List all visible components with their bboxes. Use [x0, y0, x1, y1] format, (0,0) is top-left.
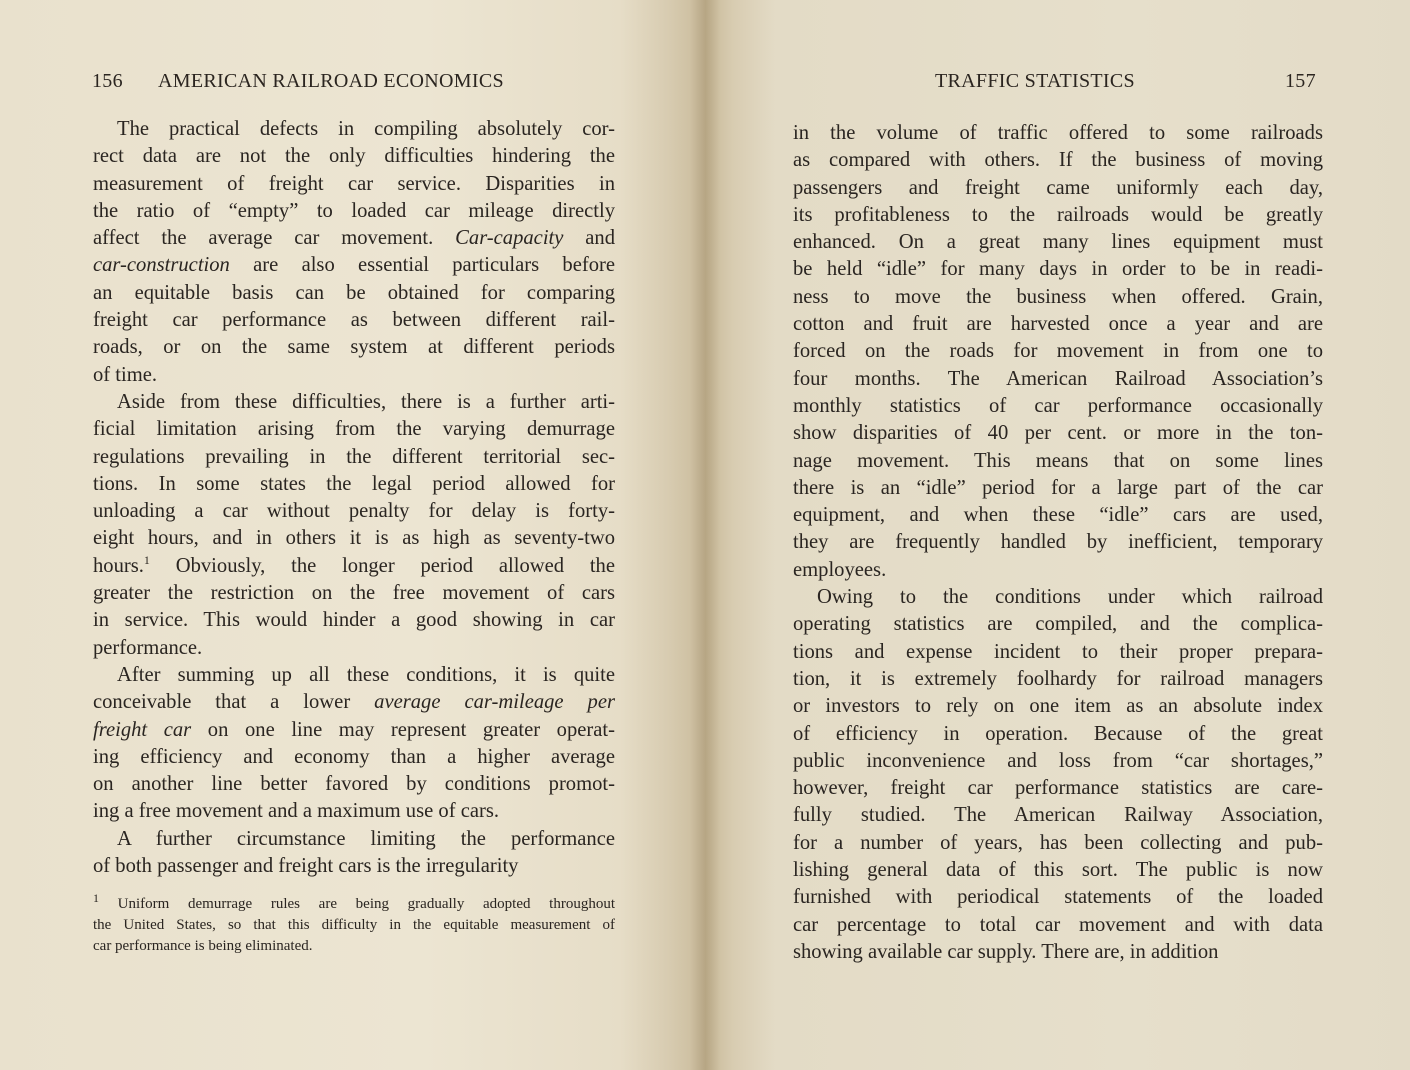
right-page — [705, 0, 1410, 1070]
left-body-text — [93, 116, 615, 880]
text-line: greater the restriction on the free movement of cars — [93, 582, 615, 605]
text-line: tions. In some states the legal period allowed for — [93, 472, 615, 495]
book-gutter — [690, 0, 720, 1070]
text-line: affect the average car movement. Car-capacity and — [93, 227, 615, 250]
text-line: car-construction are also essential particulars before — [93, 254, 615, 277]
text-line: of both passenger and freight cars is the irregularity — [93, 855, 519, 878]
text-line: measurement of freight car service. Disparities in — [93, 172, 615, 195]
text-line: performance. — [93, 636, 203, 659]
text-line: conceivable that a lower average car-mileage per — [93, 691, 615, 714]
text-line: fully studied. The American Railway Association, — [793, 804, 1323, 827]
paragraph — [93, 116, 615, 389]
text-line: employees. — [793, 558, 887, 581]
text-line: or investors to rely on one item as an absolute index — [793, 695, 1323, 718]
text-line: A further circumstance limiting the performance — [117, 827, 615, 850]
text-line: ficial limitation arising from the varying demurrage — [93, 418, 615, 441]
text-line: ing efficiency and economy than a higher average — [93, 745, 615, 768]
text-line: ing a free movement and a maximum use of cars. — [93, 800, 500, 823]
text-line: of efficiency in operation. Because of the great — [793, 722, 1323, 745]
footnote-line: car performance is being eliminated. — [93, 938, 313, 954]
text-line: roads, or on the same system at different periods — [93, 336, 615, 359]
text-line: hours.$^1$ Obviously, the longer period allowed the — [93, 552, 615, 577]
text-line: forced on the roads for movement in from one to — [793, 340, 1323, 363]
footnote — [93, 891, 615, 957]
text-line: regulations prevailing in the different territorial sec- — [93, 445, 615, 468]
text-line: however, freight car performance statistics are care- — [793, 777, 1323, 800]
text-line: of time. — [93, 363, 158, 386]
text-line: car percentage to total car movement and with data — [793, 913, 1323, 936]
text-line: rect data are not the only difficulties hindering the — [93, 145, 615, 168]
text-line: After summing up all these conditions, it is quite — [117, 663, 615, 686]
paragraph — [93, 662, 615, 826]
text-line: operating statistics are compiled, and the complica- — [793, 613, 1323, 636]
text-line: in service. This would hinder a good showing in car — [93, 609, 615, 632]
text-line: unloading a car without penalty for delay is forty- — [93, 500, 615, 523]
text-line: they are frequently handled by inefficient, temporary — [793, 531, 1323, 554]
text-line: furnished with periodical statements of the loaded — [793, 886, 1323, 909]
left-running-title: AMERICAN RAILROAD ECONOMICS — [158, 70, 504, 92]
text-line: The practical defects in compiling absolutely cor- — [117, 118, 615, 140]
text-line: tions and expense incident to their proper prepara- — [793, 640, 1323, 663]
text-line: enhanced. On a great many lines equipment must — [793, 231, 1323, 254]
text-line: cotton and fruit are harvested once a year and are — [793, 313, 1323, 336]
left-page-number: 156 — [92, 70, 123, 92]
text-line: freight car performance as between different rail- — [93, 309, 615, 332]
text-line: ness to move the business when offered. Grain, — [793, 285, 1323, 308]
text-line: Aside from these difficulties, there is a further arti- — [117, 390, 615, 413]
text-line: as compared with others. If the business of moving — [793, 149, 1323, 172]
text-line: be held “idle” for many days in order to be in readi- — [793, 258, 1323, 281]
text-line: showing available car supply. There are, in addition — [793, 940, 1219, 963]
footnote-line: $^1$ Uniform demurrage rules are being gradually adopted throughout — [93, 891, 615, 912]
text-line: there is an “idle” period for a large part of the car — [793, 476, 1323, 499]
text-line: lishing general data of this sort. The public is now — [793, 859, 1323, 882]
text-line: tion, it is extremely foolhardy for railroad managers — [793, 667, 1323, 690]
text-line: nage movement. This means that on some lines — [793, 449, 1323, 472]
text-line: for a number of years, has been collecting and pub- — [793, 831, 1323, 854]
right-running-title: TRAFFIC STATISTICS — [935, 70, 1135, 92]
right-page-number: 157 — [1285, 70, 1316, 92]
text-line: equipment, and when these “idle” cars are used, — [793, 504, 1323, 527]
text-line: its profitableness to the railroads would be greatly — [793, 203, 1323, 226]
text-line: monthly statistics of car performance occasionally — [793, 394, 1323, 417]
paragraph — [793, 584, 1323, 966]
text-line: passengers and freight came uniformly each day, — [793, 176, 1323, 199]
right-body-text — [793, 120, 1323, 966]
text-line: Owing to the conditions under which railroad — [817, 586, 1323, 609]
paragraph — [93, 389, 615, 662]
text-line: public inconvenience and loss from “car shortages,” — [793, 749, 1323, 772]
text-line: on another line better favored by conditions promot- — [93, 773, 615, 796]
text-line: eight hours, and in others it is as high as seventy-two — [93, 527, 615, 550]
footnote-line: the United States, so that this difficulty in the equitable measurement of — [93, 917, 615, 933]
text-line: four months. The American Railroad Association’s — [793, 367, 1323, 390]
text-line: an equitable basis can be obtained for comparing — [93, 281, 615, 304]
paragraph — [793, 120, 1323, 584]
text-line: the ratio of “empty” to loaded car mileage directly — [93, 199, 615, 222]
paragraph — [93, 826, 615, 881]
text-line: show disparities of 40 per cent. or more in the ton- — [793, 422, 1323, 445]
text-line: freight car on one line may represent greater operat- — [93, 718, 615, 741]
text-line: in the volume of traffic offered to some railroads — [793, 122, 1323, 144]
